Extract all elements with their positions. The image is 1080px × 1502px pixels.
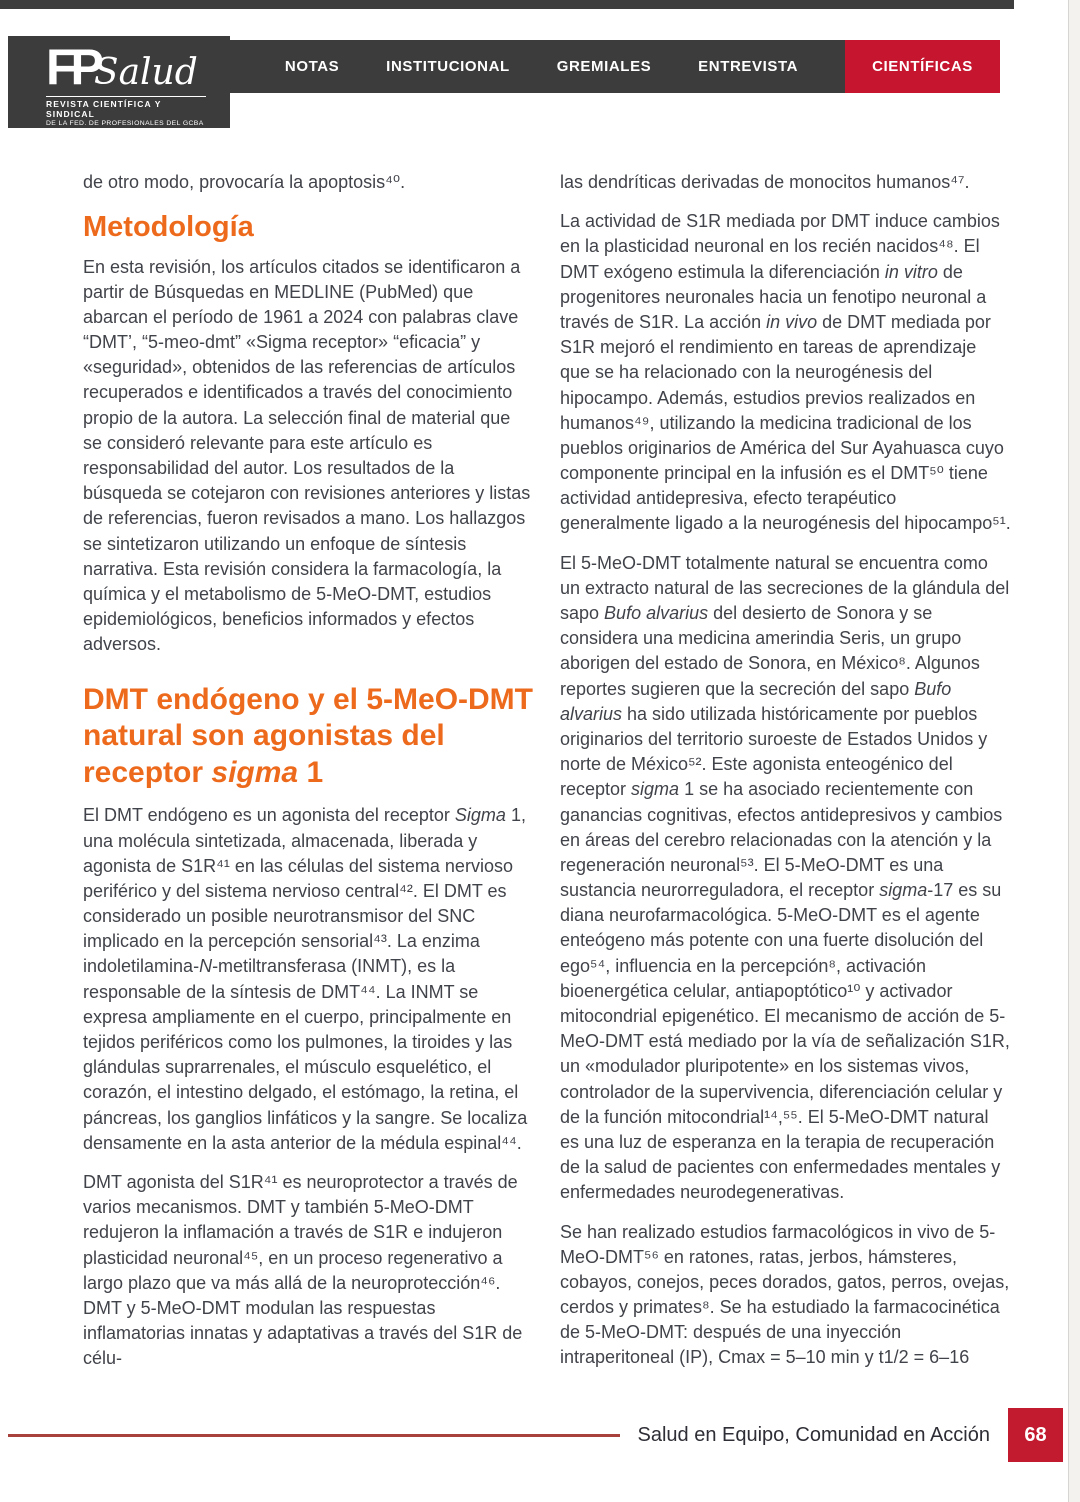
- footer-rule: [8, 1434, 620, 1437]
- paragraph-dmt-neuroprotector: DMT agonista del S1R⁴¹ es neuroprotector a través de varios mecanismos. DMT y también 5-MeO-DMT redujeron la inflamación a través de S1R e indujeron plasticidad neuronal⁴⁵, en un proceso regenerativo a largo plazo que va más allá de la neuroprotección⁴⁶. DMT y 5-MeO-DMT modulan las respuestas inflamatorias innatas y adaptativas a través del S1R de célu-: [83, 1171, 523, 1369]
- logo-wordmark: [46, 39, 230, 95]
- photo-right-edge: [1068, 0, 1080, 1502]
- paragraph-dendriticas: las dendríticas derivadas de monocitos humanos⁴⁷.: [560, 172, 970, 192]
- page-footer: [0, 1408, 1063, 1462]
- paragraph-estudios-farmacologicos: Se han realizado estudios farmacológicos in vivo de 5-MeO-DMT⁵⁶ en ratones, ratas, jerbos, hámsteres, cobayos, conejos, peces dorados, gatos, perros, ovejas, cerdos y primates⁸. Se ha estudiado la farmacocinética de 5-MeO-DMT: después de una inyección intraperitoneal (IP), Cmax = 5–10 min y t1/2 = 6–16: [560, 1221, 1010, 1368]
- page-number-badge: 68: [1008, 1408, 1063, 1462]
- paragraph-dmt-agonista-sigma: El DMT endógeno es un agonista del receptor Sigma 1, una molécula sintetizada, almacenada, liberada y agonista de S1R⁴¹ en las células del sistema nervioso periférico y del sistema nervioso central⁴². El DMT es considerado un posible neurotransmisor del SNC implicado en la percepción sensorial⁴³. La enzima indoletilamina-N-metiltransferasa (INMT), es la responsable de la síntesis de DMT⁴⁴. La INMT se expresa ampliamente en el cuerpo, principalmente en tejidos periféricos como los pulmones, la tiroides y las glándulas suprarrenales, el músculo esquelético, el corazón, el intestino delgado, el estómago, la retina, el páncreas, los ganglios linfáticos y la sangre. Se localiza densamente en la asta anterior de la médula espinal⁴⁴.: [83, 805, 528, 1153]
- photo-top-edge: [0, 0, 1014, 9]
- footer-tagline: Salud en Equipo, Comunidad en Acción: [637, 1423, 990, 1446]
- logo-salud-script: Salud: [93, 52, 198, 93]
- column-right: [560, 170, 1011, 1385]
- paragraph-apoptosis: de otro modo, provocaría la apoptosis⁴⁰.: [83, 172, 406, 192]
- logo-tagline-1: REVISTA CIENTÍFICA Y SINDICAL: [46, 96, 206, 119]
- nav-item-institucional[interactable]: INSTITUCIONAL: [386, 58, 510, 75]
- logo-fp-monogram: FP: [46, 39, 98, 95]
- fpsalud-logo[interactable]: [8, 36, 230, 128]
- paragraph-metodologia: En esta revisión, los artículos citados se identificaron a partir de Búsquedas en MEDLINE (PubMed) que abarcan el período de 1961 a 2024 con palabras clave “DMT’, “5-meo-dmt” «Sigma receptor» “eficacia” y «seguridad», obtenidos de las referencias de artículos recuperados e identificados a través del conocimiento propio de la autora. La selección final de material que se consideró relevante para este artículo es responsabilidad del autor. Los resultados de la búsqueda se cotejaron con revisiones anteriores y listas de referencias, fueron revisados a mano. Los hallazgos se sintetizaron utilizando un enfoque de síntesis narrativa. Esta revisión considera la farmacología, la química y el metabolismo de 5-MeO-DMT, estudios epidemiológicos, beneficios informados y efectos adversos.: [83, 256, 531, 655]
- heading-dmt-endogeno: DMT endógeno y el 5-MeO-DMT natural son agonistas del receptor sigma 1: [83, 682, 533, 789]
- nav-item-notas[interactable]: NOTAS: [284, 58, 340, 75]
- paragraph-actividad-s1r: La actividad de S1R mediada por DMT induce cambios en la plasticidad neuronal en los recién nacidos⁴⁸. El DMT exógeno estimula la diferenciación in vitro de progenitores neuronales hacia un fenotipo neuronal a través de S1R. La acción in vivo de DMT mediada por S1R mejoró el rendimiento en tareas de aprendizaje que se ha relacionado con la neurogénesis del hipocampo. Además, estudios previos realizados en humanos⁴⁹, utilizando la medicina tradicional de los pueblos originarios de América del Sur Ayahuasca cuyo componente principal en la infusión es el DMT⁵⁰ tiene actividad antidepresiva, efecto terapéutico generalmente ligado a la neurogénesis del hipocampo⁵¹.: [560, 211, 1011, 534]
- logo-tagline-2: DE LA FED. DE PROFESIONALES DEL GCBA: [46, 120, 204, 127]
- heading-metodologia: Metodología: [83, 211, 254, 244]
- paragraph-5meo-natural: El 5-MeO-DMT totalmente natural se encuentra como un extracto natural de las secreciones de la glándula del sapo Bufo alvarius del desierto de Sonora y se considera una medicina amerindia Seris, un grupo aborigen del estado de Sonora, en México⁸. Algunos reportes sugieren que la secreción del sapo Bufo alvarius ha sido utilizada históricamente por pueblos originarios del territorio suroeste de Estados Unidos y norte de México⁵². Este agonista enteogénico del receptor sigma 1 se ha asociado recientemente con ganancias cognitivas, efectos antidepresivos y cambios en áreas del cerebro relacionadas con la atención y la regeneración neuronal⁵³. El 5-MeO-DMT es una sustancia neurorreguladora, el receptor sigma-17 es su diana neurofarmacológica. 5-MeO-DMT es el agente enteógeno más potente con una fuerte disolución del ego⁵⁴, influencia en la percepción⁸, activación bioenergética celular, antiapoptótico¹⁰ y activador mitocondrial epigenético. El mecanismo de acción de 5-MeO-DMT está mediado por la vía de señalización S1R, un «modulador pluripotente» en los sistemas vivos, controlador de la supervivencia, diferenciación celular y de la función mitocondrial¹⁴,⁵⁵. El 5-MeO-DMT natural es una luz de esperanza en la terapia de recuperación de la salud de pacientes con enfermedades mentales y enfermedades neurodegenerativas.: [560, 552, 1010, 1203]
- nav-item-gremiales[interactable]: GREMIALES: [556, 58, 652, 75]
- column-left: [83, 170, 534, 1385]
- nav-item-entrevista[interactable]: ENTREVISTA: [698, 58, 799, 75]
- nav-item-cientificas-active[interactable]: CIENTÍFICAS: [845, 40, 1000, 93]
- article-body: [83, 170, 1011, 1385]
